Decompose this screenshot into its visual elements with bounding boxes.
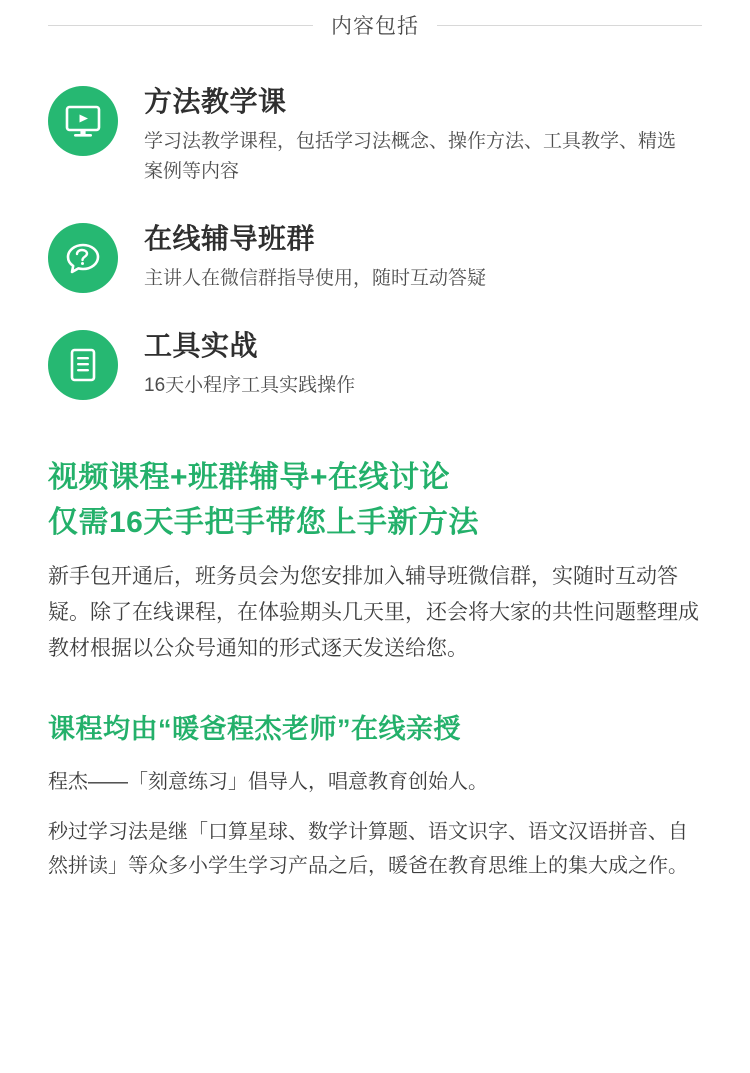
feature-title: 在线辅导班群 [144,223,316,255]
feature-title: 工具实战 [144,330,259,362]
teacher-bio-line-2: 秒过学习法是继「口算星球、数学计算题、语文识字、语文汉语拼音、自然拼读」等众多小学生学习产品之后，暖爸在教育思维上的集大成之作。 [48,821,688,878]
feature-description: 主讲人在微信群指导使用，随时互动答疑 [144,268,487,290]
feature-body [144,326,355,401]
teacher-bio-line-1: 程杰——「刻意练习」倡导人，唱意教育创始人。 [48,771,488,794]
divider-left [48,25,313,26]
headline-block [0,455,750,667]
headline-line-1: 视频课程+班群辅导+在线讨论 [48,461,451,495]
headline-paragraph: 新手包开通后，班务员会为您安排加入辅导班微信群，实随时互动答疑。除了在线课程，在体验期头几天里，还会将大家的共性问题整理成教材根据以公众号通知的形式逐天发送给您。 [48,565,699,661]
feature-list [0,82,750,401]
teacher-block [0,711,750,883]
monitor-play-icon [48,86,118,156]
feature-body [144,82,684,187]
document-lines-icon [48,330,118,400]
feature-body [144,219,486,294]
feature-description: 16天小程序工具实践操作 [144,375,356,397]
section-title: 内容包括 [331,15,419,38]
chat-bubble-icon [48,223,118,293]
headline-line-2: 仅需16天手把手带您上手新方法 [48,506,479,540]
feature-item [48,219,706,294]
feature-item [48,326,706,401]
section-header [0,0,750,40]
feature-description: 学习法教学课程，包括学习法概念、操作方法、工具教学、精选案例等内容 [144,131,677,183]
teacher-subhead: 课程均由“暖爸程杰老师”在线亲授 [48,714,461,745]
feature-title: 方法教学课 [144,86,287,117]
divider-right [437,25,702,26]
feature-item [48,82,706,187]
